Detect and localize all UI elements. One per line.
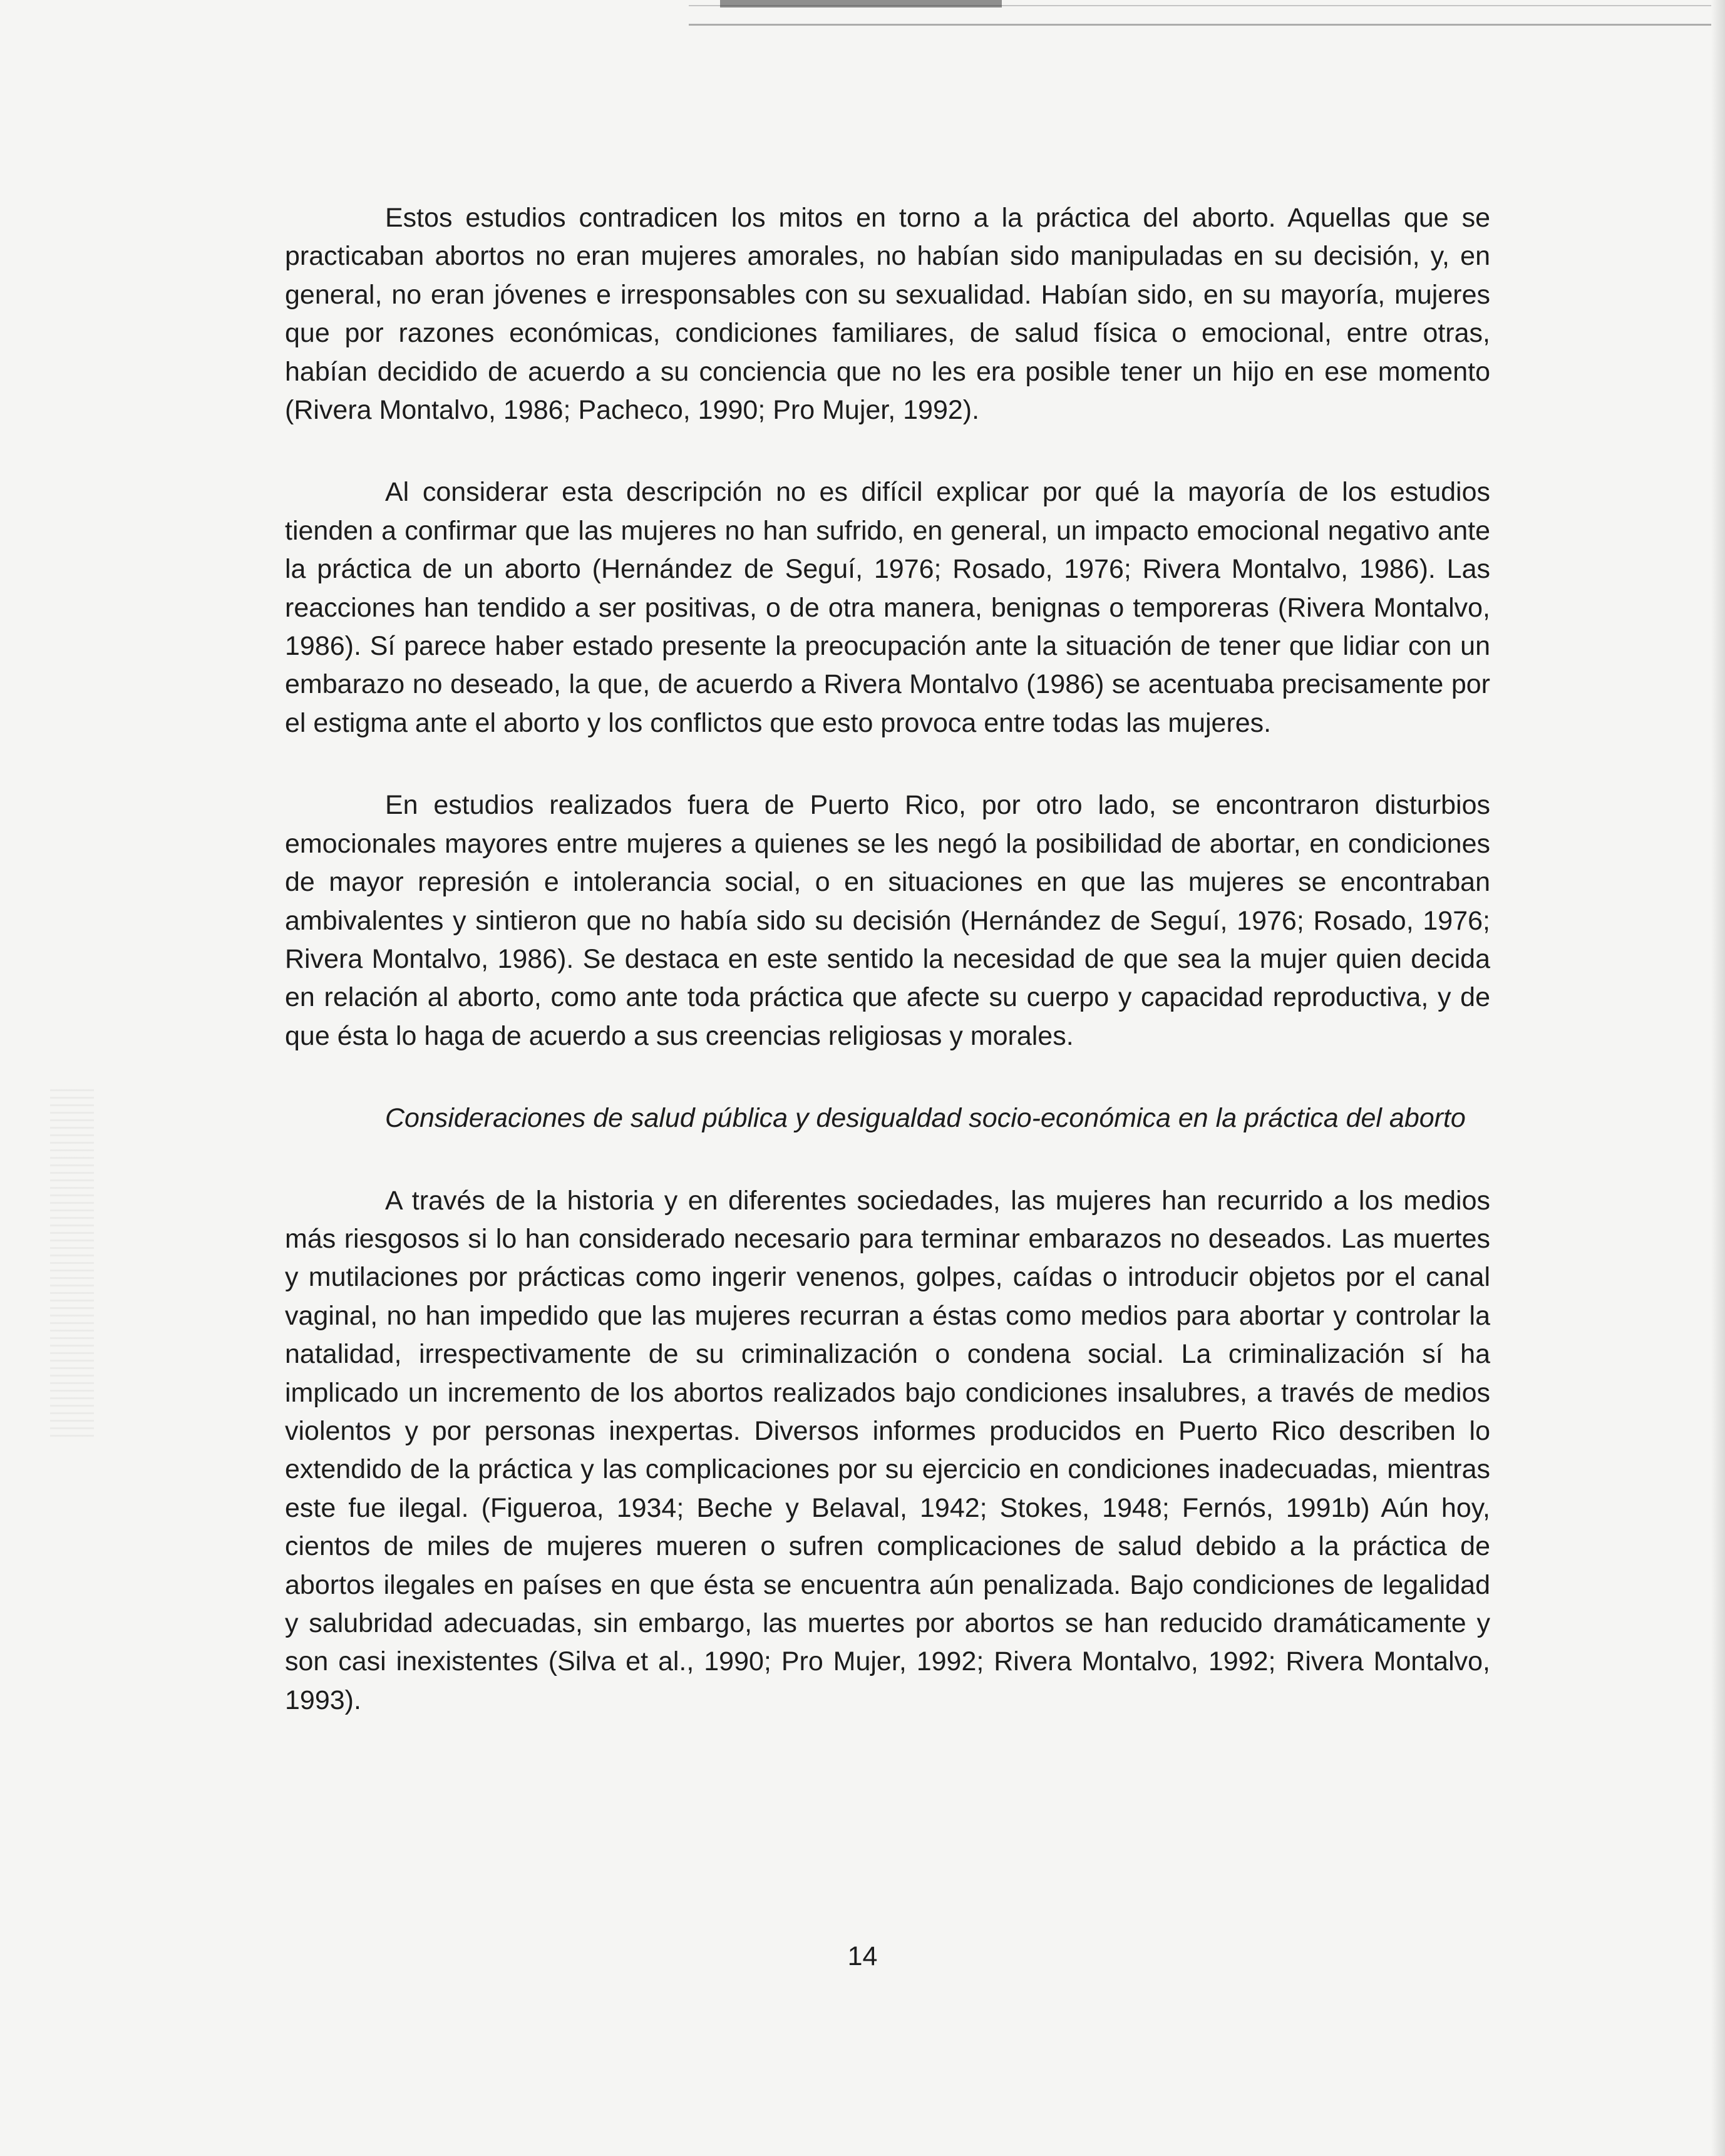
paragraph-3: En estudios realizados fuera de Puerto Rico, por otro lado, se encontraron disturbios emocionales mayores entre mujeres a quienes se les negó la posibilidad de abortar, en condiciones de mayor represión e intolerancia social, o en situaciones en que las mujeres se encontraban ambivalentes y sintieron que no había sido su decisión (Hernández de Seguí, 1976; Rosado, 1976; Rivera Montalvo, 1986). Se destaca en este sentido la necesidad de que sea la mujer quien decida en relación al aborto, como ante toda práctica que afecte su cuerpo y capacidad reproductiva, y de que ésta lo haga de acuerdo a sus creencias religiosas y morales. [285,790,1490,1051]
paragraph-4: A través de la historia y en diferentes sociedades, las mujeres han recurrido a los medios más riesgosos si lo han considerado necesario para terminar embarazos no deseados. Las muertes y mutilaciones por prácticas como ingerir venenos, golpes, caídas o introducir objetos por el canal vaginal, no han impedido que las mujeres recurran a éstas como medios para abortar y controlar la natalidad, irrespectivamente de su criminalización o condena social. La criminalización sí ha implicado un incremento de los abortos realizados bajo condiciones insalubres, a través de medios violentos y por personas inexpertas. Diversos informes producidos en Puerto Rico describen lo extendido de la práctica y las complicaciones por su ejercicio en condiciones inadecuadas, mientras este fue ilegal. (Figueroa, 1934; Beche y Belaval, 1942; Stokes, 1948; Fernós, 1991b) Aún hoy, cientos de miles de mujeres mueren o sufren complicaciones de salud debido a la práctica de abortos ilegales en países en que ésta se encuentra aún penalizada. Bajo condiciones de legalidad y salubridad adecuadas, sin embargo, las muertes por abortos se han reducido dramáticamente y son casi inexistentes (Silva et al., 1990; Pro Mujer, 1992; Rivera Montalvo, 1992; Rivera Montalvo, 1993). [285,1185,1490,1715]
scan-artifact [720,0,1002,8]
paragraph-1: Estos estudios contradicen los mitos en torno a la práctica del aborto. Aquellas que se practicaban abortos no eran mujeres amorales, no habían sido manipuladas en su decisión, y, en general, no eran jóvenes e irresponsables con su sexualidad. Habían sido, en su mayoría, mujeres que por razones económicas, condiciones familiares, de salud física o emocional, entre otras, habían decidido de acuerdo a su conciencia que no les era posible tener un hijo en ese momento (Rivera Montalvo, 1986; Pacheco, 1990; Pro Mujer, 1992). [285,203,1490,426]
section-heading: Consideraciones de salud pública y desigualdad socio-económica en la práctica del aborto [385,1103,1466,1134]
page-number: 14 [847,1941,878,1971]
page-top-edge [689,5,1725,26]
page-right-shadow [1711,0,1725,2156]
margin-bleed-through [50,1089,94,1440]
document-body [285,199,1490,1763]
paragraph-2: Al considerar esta descripción no es difícil explicar por qué la mayoría de los estudios tienden a confirmar que las mujeres no han sufrido, en general, un impacto emocional negativo ante la práctica de un aborto (Hernández de Seguí, 1976; Rosado, 1976; Rivera Montalvo, 1986). Las reacciones han tendido a ser positivas, o de otra manera, benignas o temporeras (Rivera Montalvo, 1986). Sí parece haber estado presente la preocupación ante la situación de tener que lidiar con un embarazo no deseado, la que, de acuerdo a Rivera Montalvo (1986) se acentuaba precisamente por el estigma ante el aborto y los conflictos que esto provoca entre todas las mujeres. [285,477,1490,738]
